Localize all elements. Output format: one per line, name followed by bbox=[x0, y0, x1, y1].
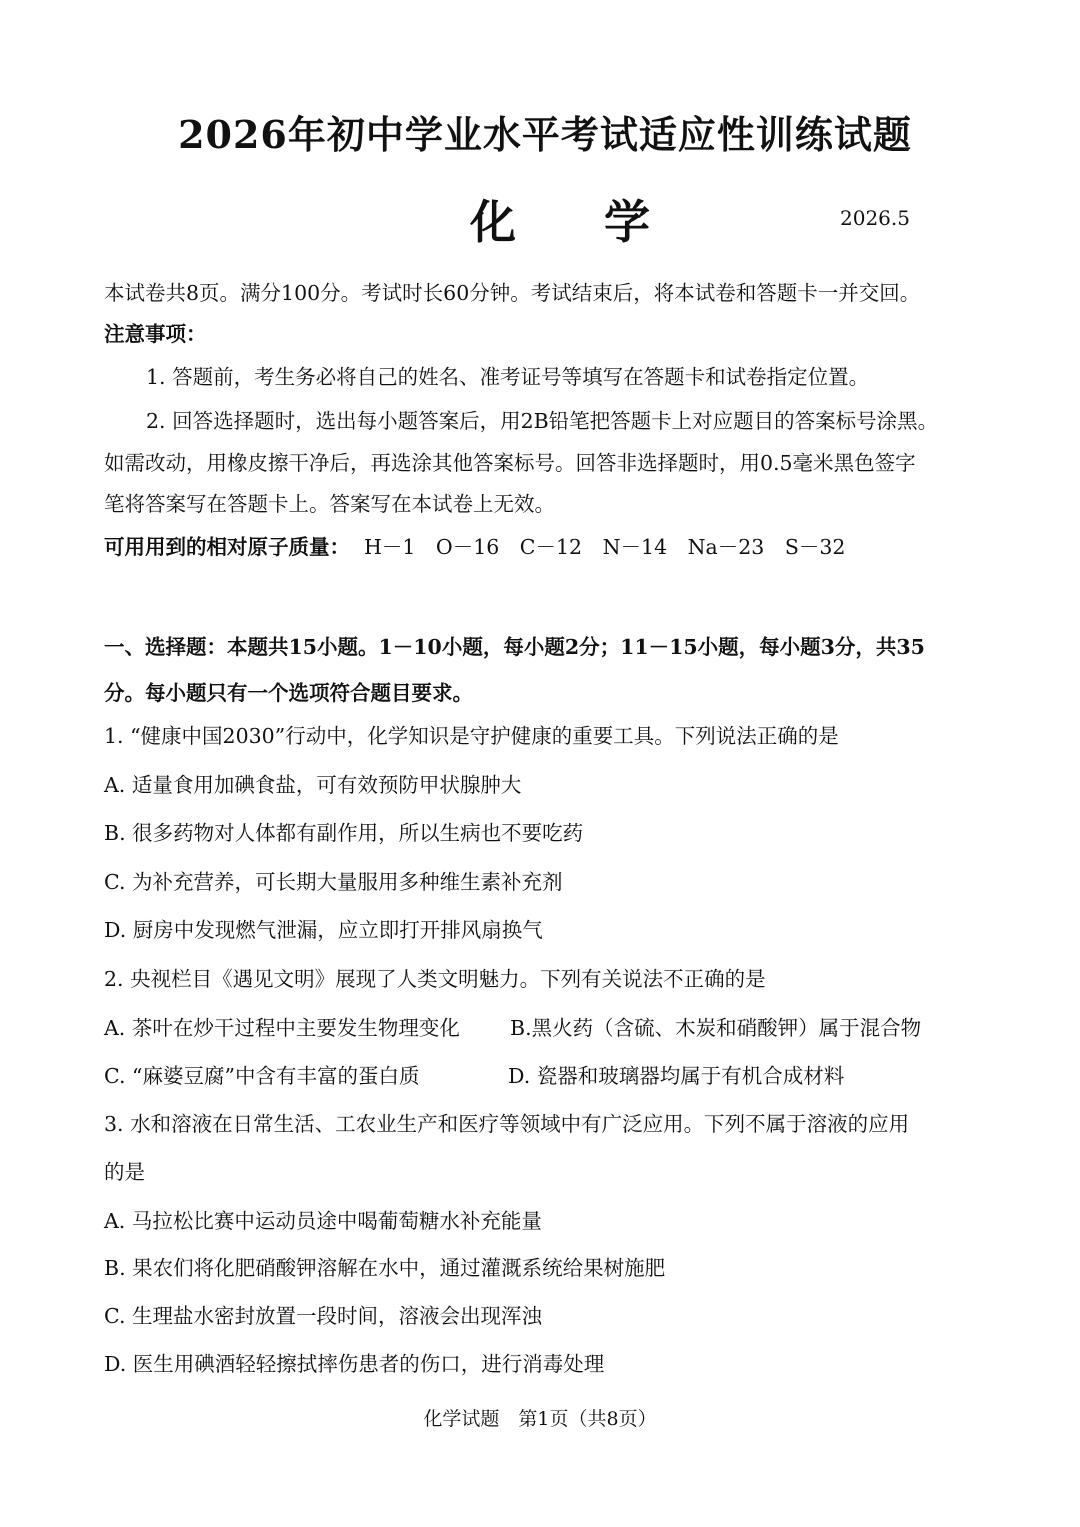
note-item-2-line-1: 2. 回答选择题时，选出每小题答案后，用2B铅笔把答题卡上对应题目的答案标号涂黑。 bbox=[146, 409, 939, 433]
question-2-option-c: C. “麻婆豆腐”中含有丰富的蛋白质 bbox=[104, 1064, 420, 1088]
exam-date: 2026.5 bbox=[840, 206, 910, 230]
question-2-option-a: A. 茶叶在炒干过程中主要发生物理变化 bbox=[104, 1016, 460, 1040]
question-2-option-b: B.黑火药（含硫、木炭和硝酸钾）属于混合物 bbox=[510, 1016, 922, 1040]
question-1-option-d: D. 厨房中发现燃气泄漏，应立即打开排风扇换气 bbox=[104, 918, 543, 942]
question-3-option-c: C. 生理盐水密封放置一段时间，溶液会出现浑浊 bbox=[104, 1304, 542, 1328]
question-1-option-c: C. 为补充营养，可长期大量服用多种维生素补充剂 bbox=[104, 870, 563, 894]
question-1-option-b: B. 很多药物对人体都有副作用，所以生病也不要吃药 bbox=[104, 821, 584, 845]
question-1-stem: 1. “健康中国2030”行动中，化学知识是守护健康的重要工具。下列说法正确的是 bbox=[104, 724, 839, 748]
notes-heading: 注意事项： bbox=[104, 322, 207, 346]
question-3-stem-line-1: 3. 水和溶液在日常生活、工农业生产和医疗等领域中有广泛应用。下列不属于溶液的应用 bbox=[104, 1112, 910, 1136]
intro-text: 本试卷共8页。满分100分。考试时长60分钟。考试结束后，将本试卷和答题卡一并交回。 bbox=[104, 281, 921, 305]
question-3-stem-line-2: 的是 bbox=[104, 1160, 145, 1184]
question-2-stem: 2. 央视栏目《遇见文明》展现了人类文明魅力。下列有关说法不正确的是 bbox=[104, 967, 766, 991]
subject-title: 化 学 bbox=[470, 195, 687, 249]
atomic-masses bbox=[104, 530, 845, 560]
question-2-option-d: D. 瓷器和玻璃器均属于有机合成材料 bbox=[508, 1064, 845, 1088]
question-3-option-b: B. 果农们将化肥硝酸钾溶解在水中，通过灌溉系统给果树施肥 bbox=[104, 1256, 666, 1280]
section-heading-line-2: 分。每小题只有一个选项符合题目要求。 bbox=[104, 681, 473, 705]
question-3-option-d: D. 医生用碘酒轻轻擦拭摔伤患者的伤口，进行消毒处理 bbox=[104, 1352, 605, 1376]
note-item-2-line-3: 笔将答案写在答题卡上。答案写在本试卷上无效。 bbox=[104, 492, 555, 516]
section-heading-line-1: 一、选择题：本题共15小题。1－10小题，每小题2分；11－15小题，每小题3分，共35 bbox=[104, 635, 925, 659]
page-footer: 化学试题 第1页（共8页） bbox=[423, 1408, 657, 1430]
question-1-option-a: A. 适量食用加碘食盐，可有效预防甲状腺肿大 bbox=[104, 773, 522, 797]
question-3-option-a: A. 马拉松比赛中运动员途中喝葡萄糖水补充能量 bbox=[104, 1209, 542, 1233]
page-title: 2026年初中学业水平考试适应性训练试题 bbox=[178, 112, 912, 157]
atomic-masses-label: 可用用到的相对原子质量： bbox=[104, 535, 350, 559]
note-item-1: 1. 答题前，考生务必将自己的姓名、准考证号等填写在答题卡和试卷指定位置。 bbox=[146, 365, 870, 389]
note-item-2-line-2: 如需改动，用橡皮擦干净后，再选涂其他答案标号。回答非选择题时，用0.5毫米黑色签字 bbox=[104, 451, 916, 475]
atomic-masses-values: H－1 O－16 C－12 N－14 Na－23 S－32 bbox=[364, 535, 846, 559]
